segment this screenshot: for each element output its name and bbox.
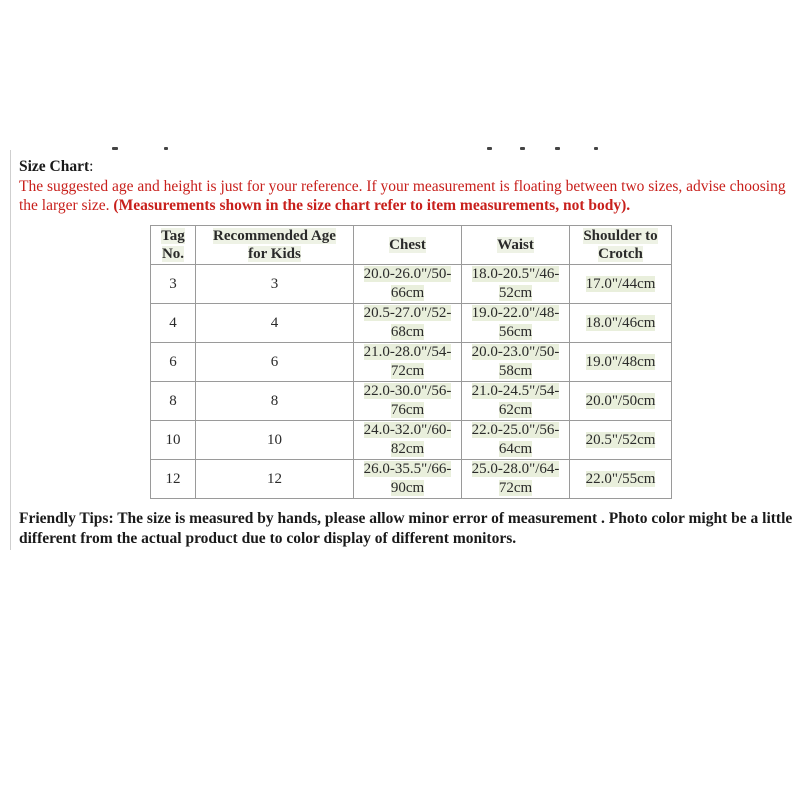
cell-chest xyxy=(354,265,462,304)
waist-line1: 18.0-20.5"/46- xyxy=(471,266,560,282)
waist-line1: 20.0-23.0"/50- xyxy=(471,344,560,360)
notice-bold-text: (Measurements shown in the size chart refer to item measurements, not body). xyxy=(113,197,631,214)
cell-age: 8 xyxy=(196,382,354,421)
header-age-line1: Recommended Age xyxy=(213,228,336,244)
header-tag-line1: Tag xyxy=(161,228,185,244)
cell-tag: 12 xyxy=(151,460,196,499)
header-shoulder xyxy=(570,226,672,265)
chest-line1: 22.0-30.0"/56- xyxy=(363,383,452,399)
waist-line1: 25.0-28.0"/64- xyxy=(471,461,560,477)
cell-chest xyxy=(354,343,462,382)
shoulder-value: 20.0"/50cm xyxy=(585,392,656,409)
cell-tag: 8 xyxy=(151,382,196,421)
waist-line1: 21.0-24.5"/54- xyxy=(471,383,560,399)
cell-age: 10 xyxy=(196,421,354,460)
cell-shoulder xyxy=(570,382,672,421)
chest-line1: 20.5-27.0"/52- xyxy=(363,305,452,321)
header-age xyxy=(196,226,354,265)
cell-waist xyxy=(462,460,570,499)
shoulder-value: 20.5"/52cm xyxy=(585,431,656,448)
chest-line2: 72cm xyxy=(390,363,425,379)
cell-waist xyxy=(462,382,570,421)
shoulder-value: 17.0"/44cm xyxy=(585,275,656,292)
header-waist xyxy=(462,226,570,265)
cell-waist xyxy=(462,343,570,382)
cell-chest xyxy=(354,304,462,343)
waist-line2: 62cm xyxy=(498,402,533,418)
chest-line2: 90cm xyxy=(390,480,425,496)
chest-line2: 68cm xyxy=(390,324,425,340)
header-tag-line2: No. xyxy=(161,246,185,262)
chest-line1: 24.0-32.0"/60- xyxy=(363,422,452,438)
cell-chest xyxy=(354,460,462,499)
waist-line2: 58cm xyxy=(498,363,533,379)
cell-age: 6 xyxy=(196,343,354,382)
chest-line2: 76cm xyxy=(390,402,425,418)
header-chest xyxy=(354,226,462,265)
cell-shoulder xyxy=(570,460,672,499)
cell-age: 12 xyxy=(196,460,354,499)
left-divider xyxy=(10,150,11,550)
table-header-row xyxy=(151,226,672,265)
waist-line1: 22.0-25.0"/56- xyxy=(471,422,560,438)
size-notice xyxy=(19,177,799,215)
cell-tag: 10 xyxy=(151,421,196,460)
waist-line2: 52cm xyxy=(498,285,533,301)
cell-age: 4 xyxy=(196,304,354,343)
cell-shoulder xyxy=(570,343,672,382)
header-shoulder-line2: Crotch xyxy=(598,246,643,262)
table-row xyxy=(151,265,672,304)
table-row xyxy=(151,343,672,382)
cell-waist xyxy=(462,265,570,304)
chest-line1: 21.0-28.0"/54- xyxy=(363,344,452,360)
cell-shoulder xyxy=(570,421,672,460)
chest-line1: 26.0-35.5"/66- xyxy=(363,461,452,477)
shoulder-value: 18.0"/46cm xyxy=(585,314,656,331)
header-shoulder-line1: Shoulder to xyxy=(583,228,658,244)
header-age-line2: for Kids xyxy=(248,246,301,262)
heading-colon: : xyxy=(89,158,94,175)
waist-line1: 19.0-22.0"/48- xyxy=(471,305,560,321)
header-waist-label: Waist xyxy=(497,237,534,253)
chest-line2: 66cm xyxy=(390,285,425,301)
cell-chest xyxy=(354,382,462,421)
cell-shoulder xyxy=(570,265,672,304)
cell-waist xyxy=(462,304,570,343)
header-tag xyxy=(151,226,196,265)
waist-line2: 56cm xyxy=(498,324,533,340)
size-table xyxy=(150,225,672,499)
cell-waist xyxy=(462,421,570,460)
friendly-tips: Friendly Tips: The size is measured by hands, please allow minor error of measurement . Photo color might be a little different from the actual product due to color display of different monitors. xyxy=(19,510,793,547)
heading-title: Size Chart xyxy=(19,158,90,175)
shoulder-value: 22.0"/55cm xyxy=(585,470,656,487)
cropped-text-line xyxy=(0,135,800,157)
shoulder-value: 19.0"/48cm xyxy=(585,353,656,370)
cell-chest xyxy=(354,421,462,460)
chest-line1: 20.0-26.0"/50- xyxy=(363,266,452,282)
chest-line2: 82cm xyxy=(390,441,425,457)
cell-tag: 6 xyxy=(151,343,196,382)
table-row xyxy=(151,382,672,421)
waist-line2: 72cm xyxy=(498,480,533,496)
table-row xyxy=(151,460,672,499)
waist-line2: 64cm xyxy=(498,441,533,457)
cell-shoulder xyxy=(570,304,672,343)
notice-text: The suggested age and height is just for your reference. If your measurement is floating between two sizes, advise choosing the larger size. xyxy=(19,178,786,214)
table-row xyxy=(151,304,672,343)
cell-tag: 3 xyxy=(151,265,196,304)
cell-age: 3 xyxy=(196,265,354,304)
cell-tag: 4 xyxy=(151,304,196,343)
header-chest-label: Chest xyxy=(389,237,426,253)
table-row xyxy=(151,421,672,460)
size-chart-heading xyxy=(19,158,93,176)
